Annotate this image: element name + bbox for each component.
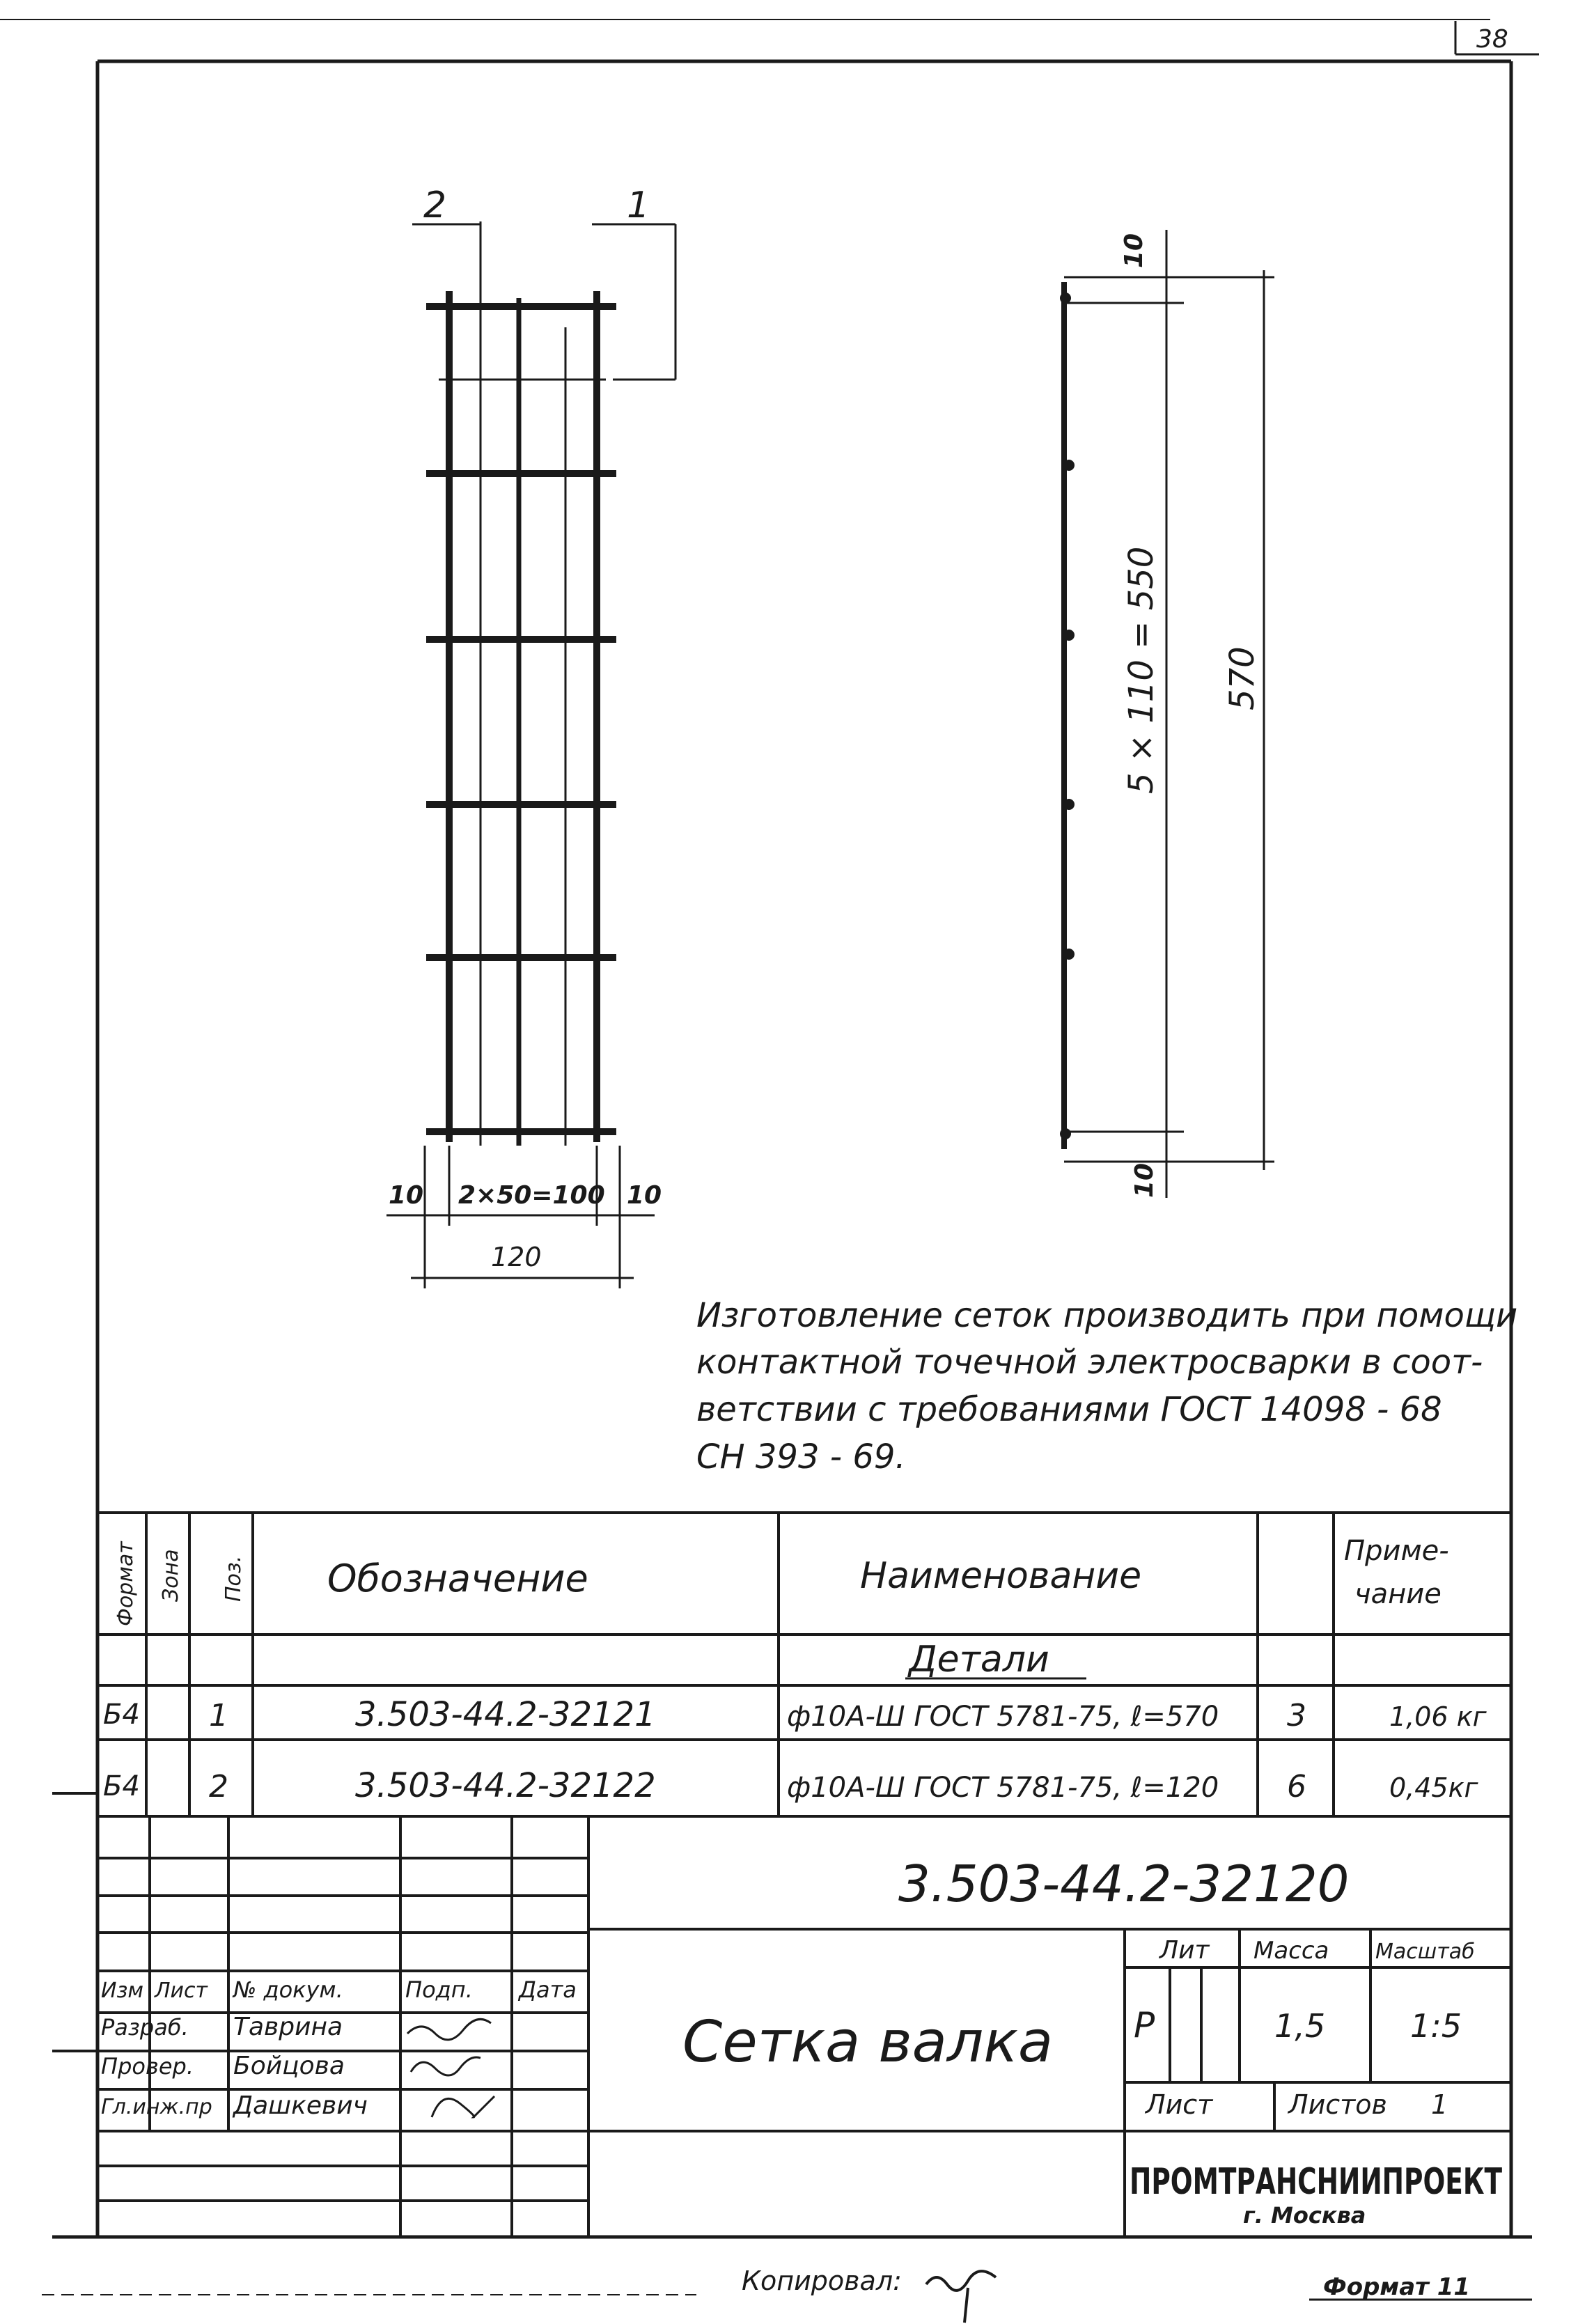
dim-total-length: 570 bbox=[1223, 646, 1262, 710]
col-header-note-2: чание bbox=[1354, 1578, 1442, 1610]
leader-label-pos1: 1 bbox=[627, 185, 650, 226]
col-header-zone: Зона bbox=[159, 1549, 183, 1602]
lit-value: Р bbox=[1134, 2005, 1155, 2045]
copied-label: Копировал: bbox=[742, 2265, 902, 2296]
section-title: Детали bbox=[909, 1639, 1049, 1680]
row-format: Б4 bbox=[103, 1770, 140, 1802]
leader-label-pos2: 2 bbox=[423, 185, 447, 226]
organization-name: ПРОМТРАНСНИИПРОЕКТ bbox=[1130, 2161, 1503, 2203]
mesh-left-view bbox=[426, 221, 616, 1146]
signature-scribble bbox=[407, 2019, 491, 2040]
staff-role: Гл.инж.пр bbox=[101, 2095, 212, 2119]
rev-header-date: Дата bbox=[519, 1976, 577, 2003]
row-name: ф10А-Ш ГОСТ 5781-75, ℓ=120 bbox=[787, 1772, 1219, 1804]
note-line-4: СН 393 - 69. bbox=[696, 1437, 906, 1476]
rev-header-list: Лист bbox=[155, 1979, 208, 2003]
row-designation: 3.503-44.2-32122 bbox=[355, 1766, 656, 1805]
col-header-name: Наименование bbox=[860, 1555, 1142, 1597]
row-note: 0,45кг bbox=[1389, 1772, 1478, 1803]
row-note: 1,06 кг bbox=[1389, 1701, 1487, 1732]
signature-scribble bbox=[432, 2096, 494, 2117]
note-line-2: контактной точечной электросварки в соот- bbox=[696, 1343, 1483, 1382]
rev-header-izm: Изм bbox=[101, 1979, 144, 2003]
dim-top: 10 bbox=[1120, 233, 1148, 268]
revision-header bbox=[101, 1976, 577, 2003]
drawing-title: Сетка валка bbox=[682, 2009, 1054, 2075]
copier-signature bbox=[926, 2271, 996, 2323]
staff-row bbox=[101, 2052, 481, 2080]
scale-label: Масштаб bbox=[1375, 1940, 1475, 1964]
row-qty: 6 bbox=[1287, 1769, 1306, 1804]
scale-value: 1:5 bbox=[1410, 2007, 1462, 2045]
table-row bbox=[103, 1766, 1479, 1805]
staff-row bbox=[101, 2013, 491, 2041]
dim-spacing: 5 × 110 = 550 bbox=[1122, 546, 1161, 794]
staff-role: Провер. bbox=[101, 2053, 194, 2080]
staff-role: Разраб. bbox=[101, 2014, 189, 2041]
mass-label: Масса bbox=[1253, 1937, 1329, 1965]
doc-number: 3.503-44.2-32120 bbox=[898, 1855, 1350, 1913]
col-header-note-1: Приме- bbox=[1344, 1535, 1449, 1567]
col-header-format: Формат bbox=[114, 1541, 138, 1626]
sheets-value: 1 bbox=[1431, 2089, 1448, 2120]
sheets-label: Листов bbox=[1288, 2089, 1387, 2120]
rev-header-doc: № докум. bbox=[233, 1976, 343, 2003]
col-header-pos: Поз. bbox=[221, 1555, 246, 1602]
note-line-3: ветствии с требованиями ГОСТ 14098 - 68 bbox=[696, 1390, 1442, 1429]
dim-total-width: 120 bbox=[491, 1242, 542, 1272]
rev-header-sign: Подп. bbox=[405, 1976, 473, 2003]
table-row bbox=[103, 1695, 1487, 1734]
dim-middle: 2×50=100 bbox=[458, 1181, 605, 1210]
spec-section bbox=[905, 1639, 1086, 1680]
sheet-number: 38 bbox=[1476, 25, 1508, 54]
mesh-side-view bbox=[1060, 230, 1274, 1198]
staff-name: Бойцова bbox=[233, 2052, 345, 2080]
staff-name: Таврина bbox=[233, 2013, 343, 2041]
mass-value: 1,5 bbox=[1274, 2007, 1326, 2045]
note-line-1: Изготовление сеток производить при помощи bbox=[696, 1296, 1518, 1335]
col-header-designation: Обозначение bbox=[327, 1557, 588, 1600]
row-pos: 2 bbox=[209, 1769, 228, 1804]
row-name: ф10А-Ш ГОСТ 5781-75, ℓ=570 bbox=[787, 1701, 1219, 1733]
dim-edge-left: 10 bbox=[389, 1181, 424, 1210]
row-designation: 3.503-44.2-32121 bbox=[355, 1695, 656, 1734]
signature-scribble bbox=[411, 2057, 481, 2075]
staff-row bbox=[101, 2091, 494, 2120]
row-qty: 3 bbox=[1287, 1698, 1306, 1733]
organization-city: г. Москва bbox=[1243, 2202, 1366, 2229]
dim-bottom: 10 bbox=[1130, 1162, 1159, 1198]
row-pos: 1 bbox=[209, 1698, 228, 1733]
dim-edge-right: 10 bbox=[627, 1181, 662, 1210]
row-format: Б4 bbox=[103, 1699, 140, 1731]
format-label: Формат 11 bbox=[1323, 2273, 1471, 2301]
lit-label: Лит bbox=[1159, 1936, 1210, 1965]
sheet-label: Лист bbox=[1146, 2089, 1213, 2120]
staff-name: Дашкевич bbox=[233, 2091, 368, 2120]
